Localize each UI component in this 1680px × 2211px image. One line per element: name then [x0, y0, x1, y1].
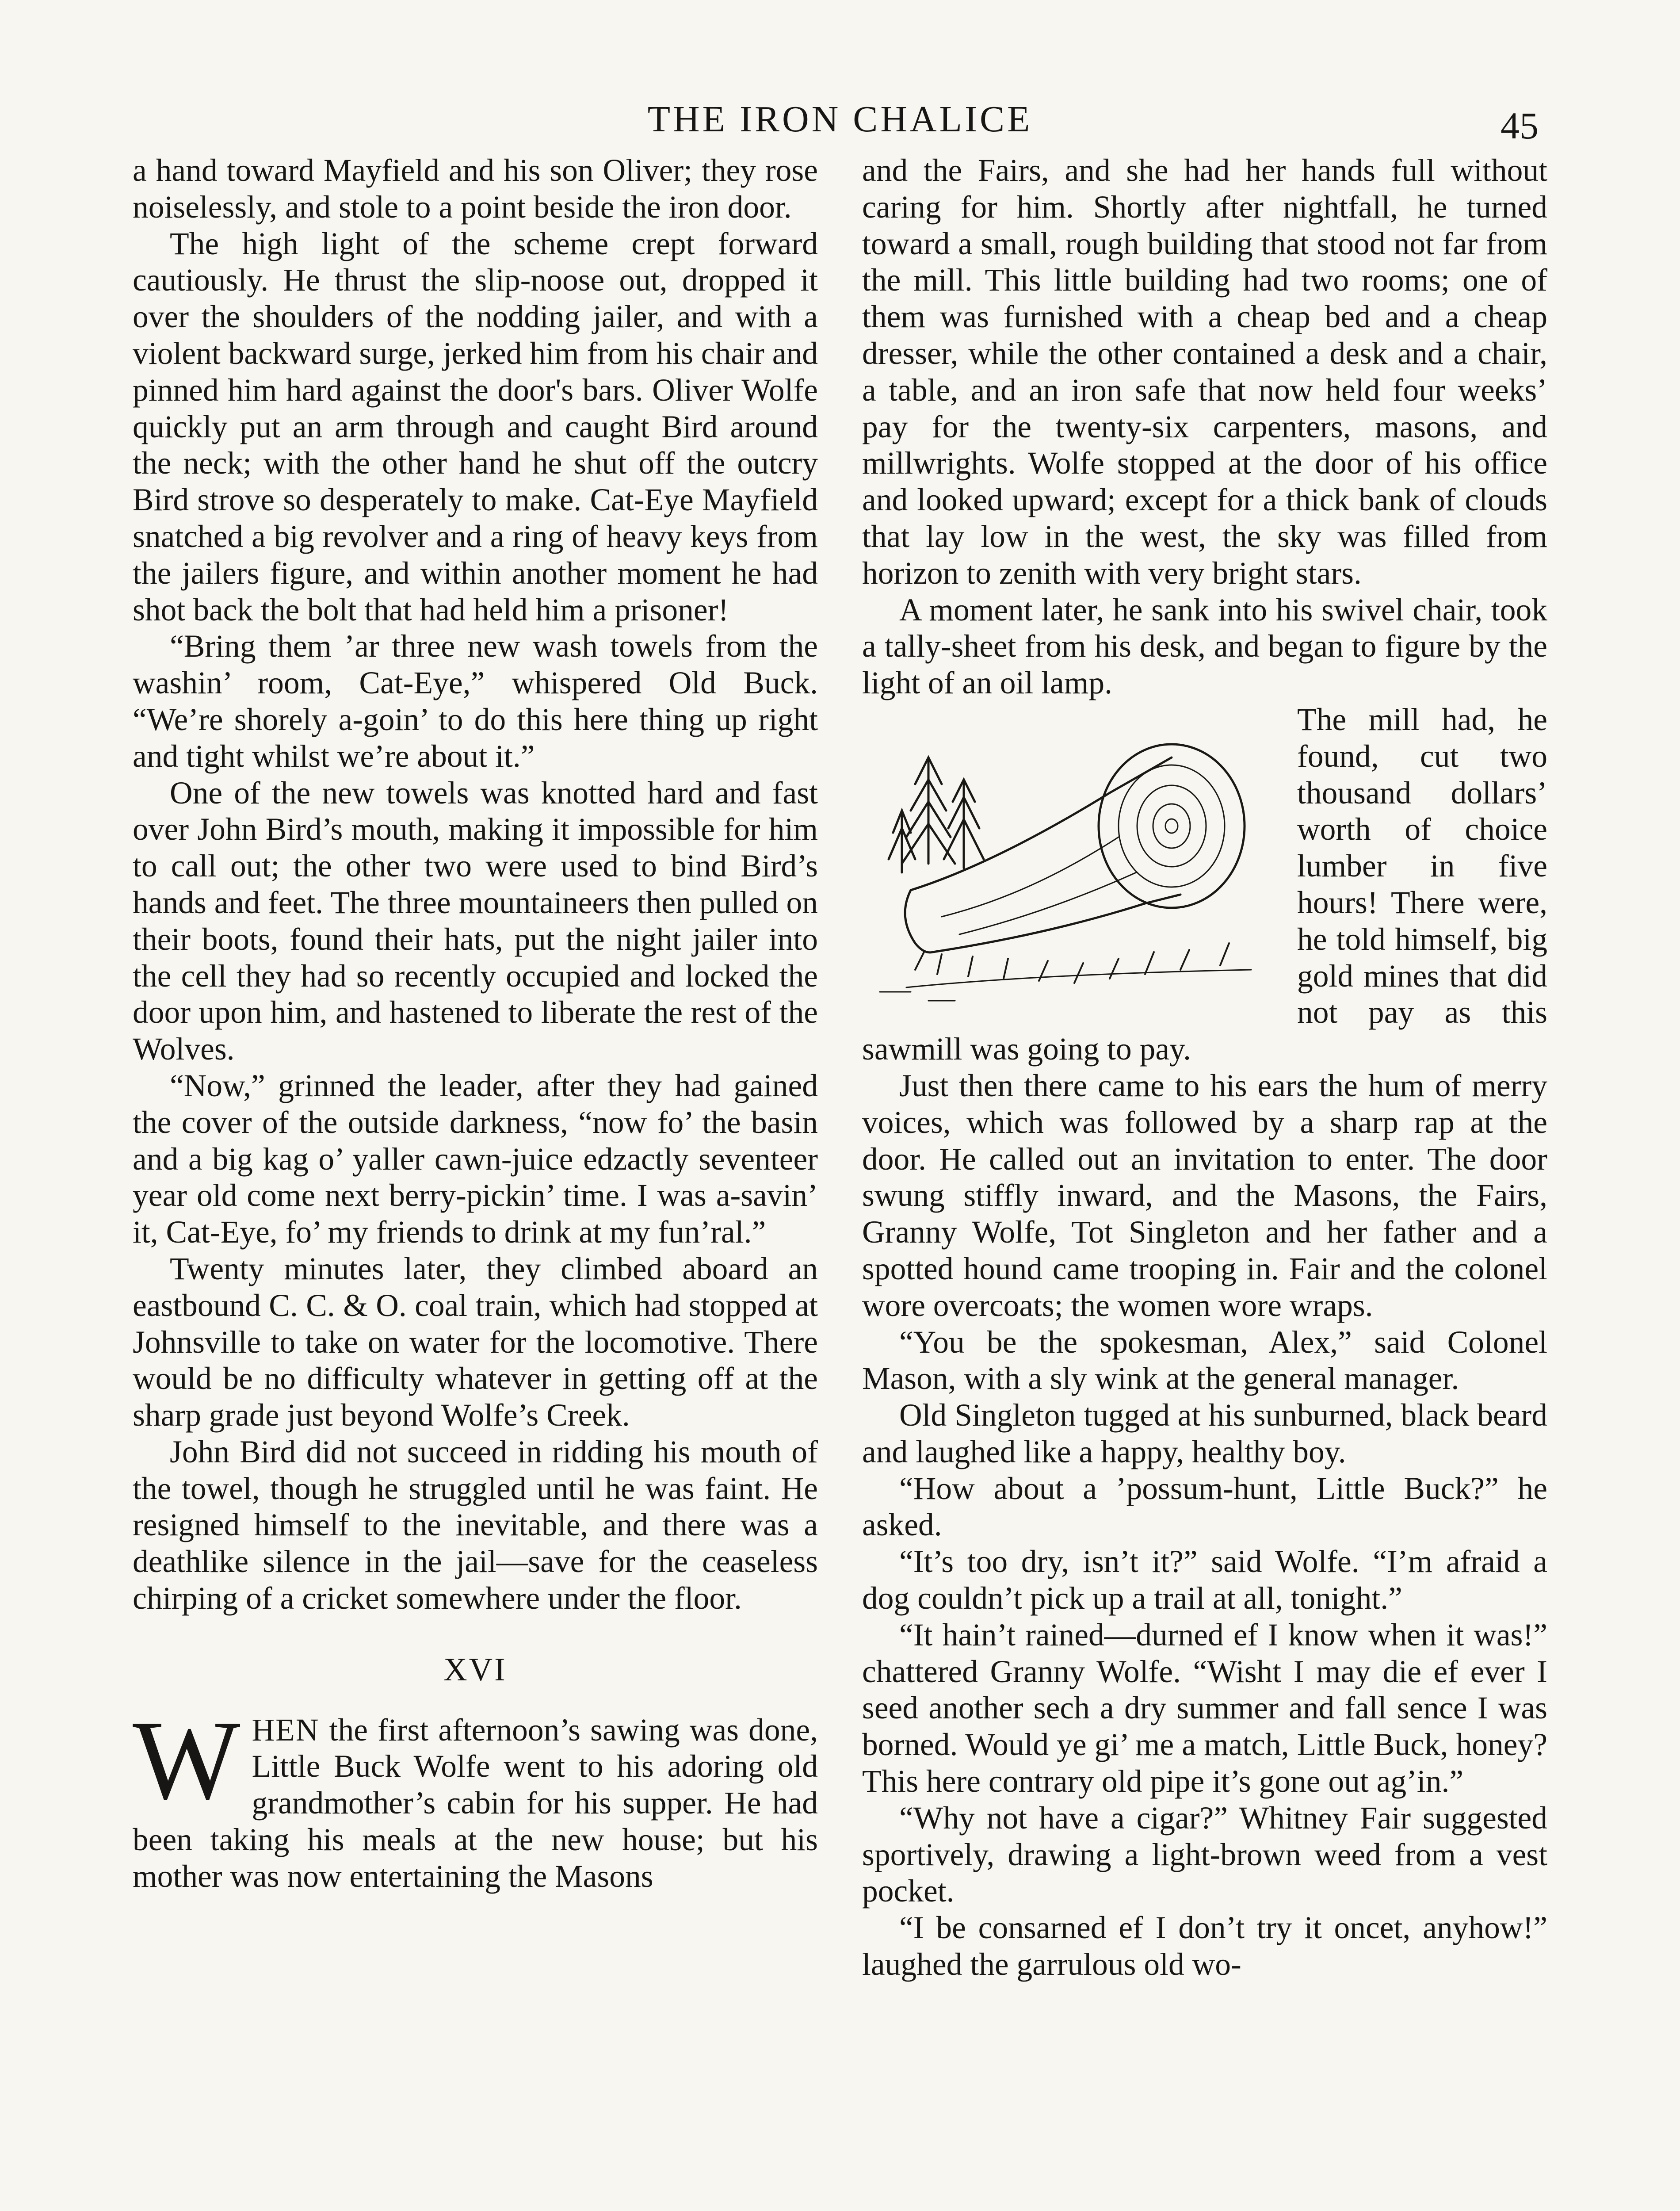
left-column — [133, 153, 818, 1895]
opening-smallcaps: HEN — [252, 1712, 320, 1748]
paragraph: One of the new towels was knotted hard and fast over John Bird’s mouth, making it impossible for him to call out; the other two were used to bind Bird’s hands and feet. The three mountaineers then pulled on their boots, found their hats, put the night jailer into the cell they had so recently occupied and locked the door upon him, and hastened to liberate the rest of the Wolves. — [133, 775, 818, 1067]
paragraph: “I be consarned ef I don’t try it oncet, anyhow!” laughed the garrulous old wo- — [862, 1910, 1547, 1982]
paragraph: “You be the spokesman, Alex,” said Colonel Mason, with a sly wink at the general manager. — [862, 1324, 1547, 1396]
paragraph: “It hain’t rained—durned ef I know when it was!” chattered Granny Wolfe. “Wisht I may die ef ever I seed another sech a dry summer and fall sence I was borned. Would ye gi’ me a match, Little Buck, honey? This here contrary old pipe it’s gone out ag’in.” — [862, 1617, 1547, 1799]
paragraph: The high light of the scheme crept forward cautiously. He thrust the slip-noose out, dropped it over the shoulders of the nodding jailer, and with a violent backward surge, jerked him from his chair and pinned him hard against the door's bars. Oliver Wolfe quickly put an arm through and caught Bird around the neck; with the other hand he shut off the outcry Bird strove so desperately to make. Cat-Eye Mayfield snatched a big revolver and a ring of heavy keys from the jailers figure, and within another moment he had shot back the bolt that had held him a prisoner! — [133, 226, 818, 627]
page-number: 45 — [1501, 104, 1539, 147]
paragraph: “It’s too dry, isn’t it?” said Wolfe. “I’m afraid a dog couldn’t pick up a trail at all, tonight.” — [862, 1544, 1547, 1616]
paragraph: Just then there came to his ears the hum of merry voices, which was followed by a sharp rap at the door. He called out an invitation to enter. The door swung stiffly inward, and the Masons, the Fairs, Granny Wolfe, Tot Singleton and her father and a spotted hound came trooping in. Fair and the colonel wore overcoats; the women wore wraps. — [862, 1068, 1547, 1323]
log-and-pines-icon — [862, 704, 1287, 1010]
paragraph: A moment later, he sank into his swivel chair, took a tally-sheet from his desk, and began to figure by the light of an oil lamp. — [862, 592, 1547, 701]
paragraph: John Bird did not succeed in ridding his mouth of the towel, though he struggled until he was faint. He resigned himself to the inevitable, and there was a deathlike silence in the jail—save for the ceaseless chirping of a cricket somewhere under the floor. — [133, 1434, 818, 1616]
paragraph: Old Singleton tugged at his sunburned, black beard and laughed like a happy, healthy boy. — [862, 1398, 1547, 1469]
running-title: THE IRON CHALICE — [647, 99, 1033, 140]
log-illustration — [862, 704, 1287, 1010]
paragraph: a hand toward Mayfield and his son Oliver; they rose noiselessly, and stole to a point beside the iron door. — [133, 153, 818, 225]
paragraph: “How about a ’possum-hunt, Little Buck?” he asked. — [862, 1471, 1547, 1543]
drop-cap: W — [133, 1696, 241, 1823]
paragraph: “Now,” grinned the leader, after they had gained the cover of the outside darkness, “now fo’ the basin and a big kag o’ yaller cawn-juice edzactly seventeer year old come next berry-pickin’ time. I was a-savin’ it, Cat-Eye, fo’ my friends to drink at my fun’ral.” — [133, 1068, 818, 1250]
page-header — [0, 93, 1680, 155]
chapter-opening-paragraph — [133, 1696, 818, 1895]
paragraph: Twenty minutes later, they climbed aboard an eastbound C. C. & O. coal train, which had stopped at Johnsville to take on water for the locomotive. There would be no difficulty whatever in getting off at the sharp grade just beyond Wolfe’s Creek. — [133, 1251, 818, 1433]
right-column — [862, 153, 1547, 1983]
paragraph: “Why not have a cigar?” Whitney Fair suggested sportively, drawing a light-brown weed from a vest pocket. — [862, 1800, 1547, 1909]
chapter-heading: XVI — [443, 1651, 507, 1688]
paragraph: and the Fairs, and she had her hands full without caring for him. Shortly after nightfall, he turned toward a small, rough building that stood not far from the mill. This little building had two rooms; one of them was furnished with a cheap bed and a cheap dresser, while the other contained a desk and a chair, a table, and an iron safe that now held four weeks’ pay for the twenty-six carpenters, masons, and millwrights. Wolfe stopped at the door of his office and looked upward; except for a thick bank of clouds that lay low in the west, the sky was filled from horizon to zenith with very bright stars. — [862, 153, 1547, 591]
paragraph: “Bring them ’ar three new wash towels from the washin’ room, Cat-Eye,” whispered Old Buck. “We’re shorely a-goin’ to do this here thing up right and tight whilst we’re about it.” — [133, 629, 818, 774]
paragraph: The mill had, he found, cut two thousand dollars’ worth of choice lumber in five hours! There were, he told himself, big gold mines that did not pay as this sawmill was going to pay. — [862, 702, 1547, 1067]
opening-text: the first afternoon’s sawing was done, Little Buck Wolfe went to his adoring old grandmother’s cabin for his supper. He had been taking his meals at the new house; but his mother was now entertaining the Masons — [133, 1712, 818, 1894]
